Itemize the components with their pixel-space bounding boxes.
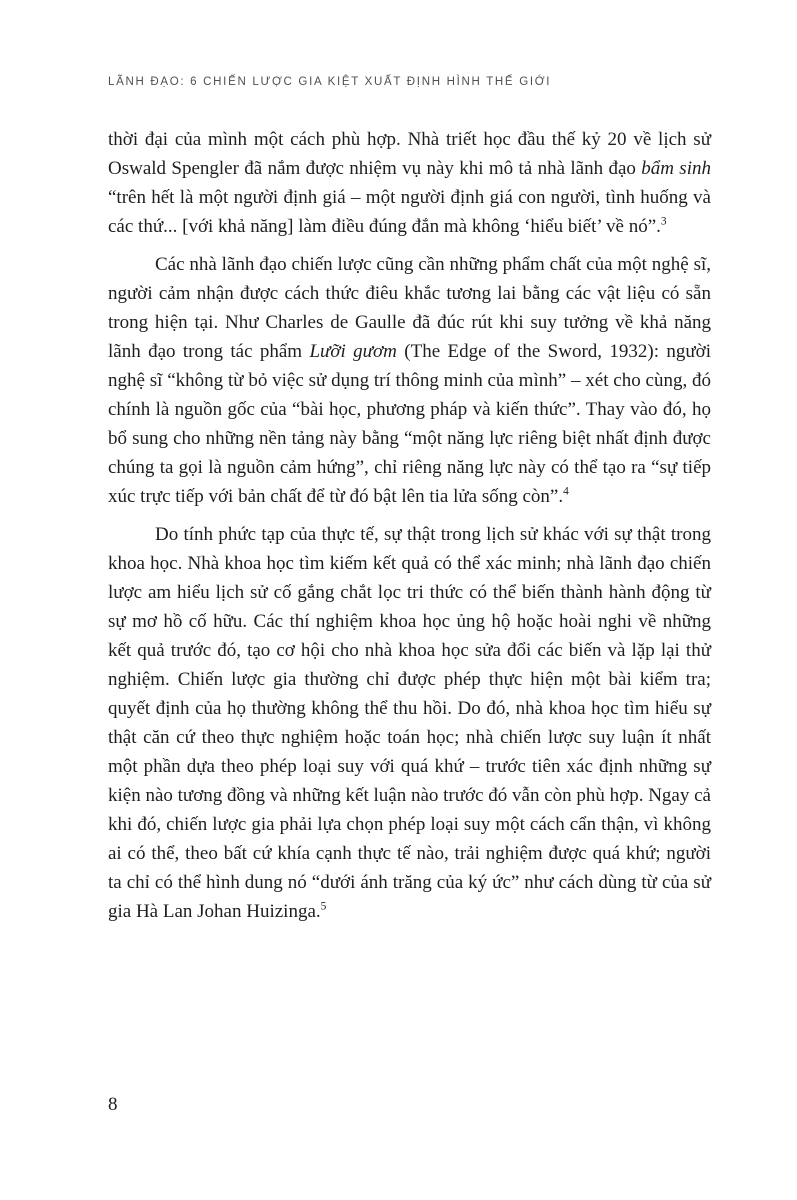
text-run: thời đại của mình một cách phù hợp. Nhà triết học đầu thế kỷ 20 về lịch sử Oswald Spengler đã nắm được nhiệm vụ này khi mô tả nhà lãnh đạo bbox=[108, 129, 711, 179]
page-body bbox=[108, 125, 711, 926]
text-run: (The Edge of the Sword, 1932): người nghệ sĩ “không từ bỏ việc sử dụng trí thông minh của mình” – xét cho cùng, đó chính là nguồn gốc của “bài học, phương pháp và kiến thức”. Thay vào đó, họ bổ sung cho những nền tảng này bằng “một năng lực riêng biệt nhất định được chúng ta gọi là nguồn cảm hứng”, chỉ riêng năng lực này có thể tạo ra “sự tiếp xúc trực tiếp với bản chất để từ đó bật lên tia lửa sống còn”. bbox=[108, 341, 712, 507]
footnote-marker: 3 bbox=[660, 215, 667, 228]
paragraph bbox=[108, 125, 711, 241]
paragraph bbox=[108, 250, 711, 511]
text-run: Các nhà lãnh đạo chiến lược cũng cần những phẩm chất của một nghệ sĩ, người cảm nhận được cách thức điêu khắc tương lai bằng các vật liệu có sẵn trong hiện tại. Như Charles de Gaulle đã đúc rút khi suy tưởng về khả năng lãnh đạo trong tác phẩm bbox=[108, 254, 711, 362]
footnote-marker: 4 bbox=[563, 485, 569, 498]
page-number: 8 bbox=[108, 1094, 118, 1115]
text-run: Lưỡi gươm bbox=[309, 341, 397, 362]
footnote-marker: 5 bbox=[320, 900, 327, 913]
text-run: “trên hết là một người định giá – một người định giá con người, tình huống và các thứ... [với khả năng] làm điều đúng đắn mà không ‘hiểu biết’ về nó”. bbox=[108, 187, 711, 237]
running-header: LÃNH ĐẠO: 6 CHIẾN LƯỢC GIA KIỆT XUẤT ĐỊNH HÌNH THẾ GIỚI bbox=[108, 76, 552, 88]
paragraph bbox=[108, 520, 711, 926]
text-run: Do tính phức tạp của thực tế, sự thật trong lịch sử khác với sự thật trong khoa học. Nhà khoa học tìm kiếm kết quả có thể xác minh; nhà lãnh đạo chiến lược am hiểu lịch sử cố gắng chắt lọc tri thức có thể biến thành hành động từ sự mơ hồ cố hữu. Các thí nghiệm khoa học ủng hộ hoặc hoài nghi về những kết quả trước đó, tạo cơ hội cho nhà khoa học sửa đổi các biến và lặp lại thử nghiệm. Chiến lược gia thường chỉ được phép thực hiện một bài kiểm tra; quyết định của họ thường không thể thu hồi. Do đó, nhà khoa học tìm hiểu sự thật căn cứ theo thực nghiệm hoặc toán học; nhà chiến lược suy luận ít nhất một phần dựa theo phép loại suy với quá khứ – trước tiên xác định những sự kiện nào tương đồng và những kết luận nào trước đó vẫn còn phù hợp. Ngay cả khi đó, chiến lược gia phải lựa chọn phép loại suy một cách cẩn thận, vì không ai có thể, theo bất cứ khía cạnh thực tế nào, trải nghiệm được quá khứ; người ta chỉ có thể hình dung nó “dưới ánh trăng của ký ức” như cách dùng từ của sử gia Hà Lan Johan Huizinga. bbox=[108, 524, 711, 922]
text-run: bẩm sinh bbox=[641, 158, 711, 179]
